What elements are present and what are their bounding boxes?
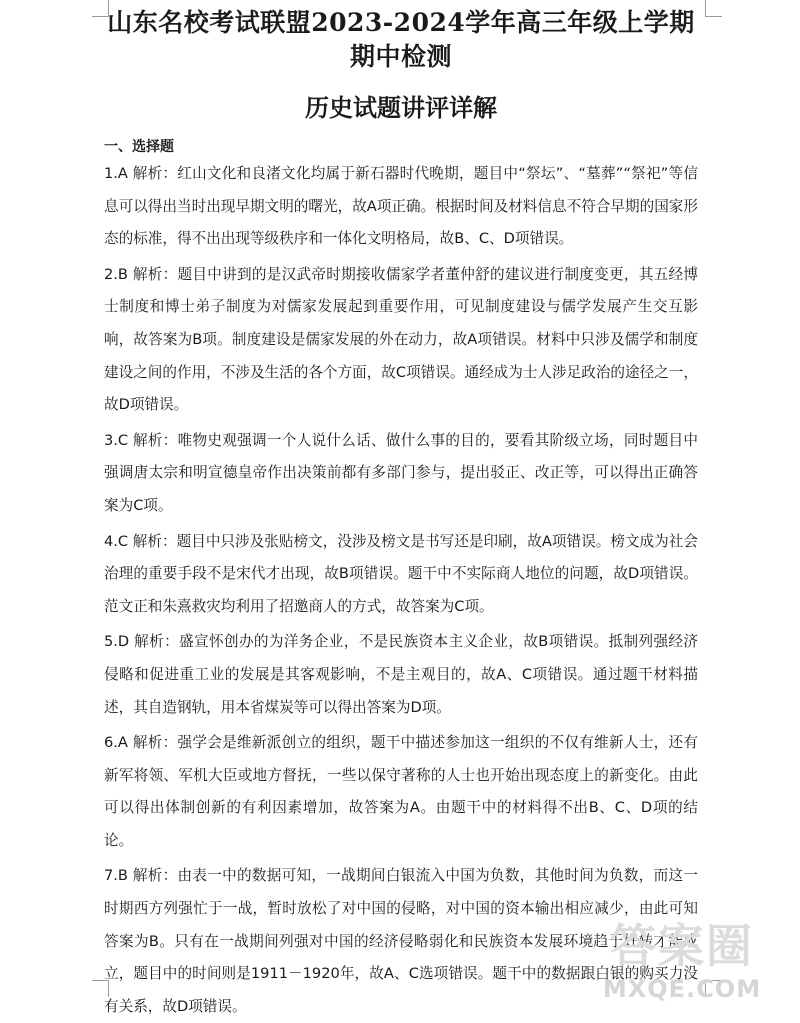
question-2-explanation: 2.B 解析：题目中讲到的是汉武帝时期接收儒家学者董仲舒的建议进行制度变更，其五经博士制度和博士弟子制度为对儒家发展起到重要作用，可见制度建设与儒学发展产生交互影响，故答案为B项。制度建设是儒家发展的外在动力，故A项错误。材料中只涉及儒学和制度建设之间的作用，不涉及生活的各个方面，故C项错误。通经成为士人涉足政治的途径之一，故D项错误。 [104, 265, 698, 414]
question-list [104, 158, 698, 1023]
watermark-domain: MXQE.COM [602, 975, 762, 1003]
page-corner-mark-top-right [705, 0, 722, 17]
question-6-explanation: 6.A 解析：强学会是维新派创立的组织，题干中描述参加这一组织的不仅有维新人士，还有新军将领、军机大臣或地方督抚，一些以保守著称的人士也开始出现态度上的新变化。由此可以得出体制创新的有利因素增加，故答案为A。由题干中的材料得不出B、C、D项的结论。 [104, 734, 698, 849]
section-heading: 一、选择题 [104, 139, 174, 155]
document-subtitle: 历史试题讲评详解 [305, 93, 497, 122]
question-5-explanation: 5.D 解析：盛宣怀创办的为洋务企业，不是民族资本主义企业，故B项错误。抵制列强经济侵略和促进重工业的发展是其客观影响，不是主观目的，故A、C项错误。通过题干材料描述，其自造钢轨，用本省煤炭等可以得出答案为D项。 [104, 633, 698, 716]
document-title: 山东名校考试联盟2023-2024学年高三年级上学期期中检测 [107, 8, 695, 71]
document-page [104, 6, 698, 1023]
site-watermark [582, 918, 782, 1018]
question-1-explanation: 1.A 解析：红山文化和良渚文化均属于新石器时代晚期，题目中“祭坛”、“墓葬”“祭祀”等信息可以得出当时出现早期文明的曙光，故A项正确。根据时间及材料信息不符合早期的国家形态的标准，得不出出现等级秩序和一体化文明格局，故B、C、D项错误。 [104, 165, 698, 248]
question-7-explanation: 7.B 解析：由表一中的数据可知，一战期间白银流入中国为负数，其他时间为负数，而这一时期西方列强忙于一战，暂时放松了对中国的侵略，对中国的资本输出相应减少，由此可知答案为B。只有在一战期间列强对中国的经济侵略弱化和民族资本发展环境趋于好转才能成立，题目中的时间则是1911－1920年，故A、C选项错误。题干中的数据跟白银的购买力没有关系，故D项错误。 [104, 867, 698, 1015]
question-4-explanation: 4.C 解析：题目中只涉及张贴榜文，没涉及榜文是书写还是印刷，故A项错误。榜文成为社会治理的重要手段不是宋代才出现，故B项错误。题干中不实际商人地位的问题，故D项错误。范文正和朱熹救灾均利用了招邀商人的方式，故答案为C项。 [104, 532, 698, 615]
question-3-explanation: 3.C 解析：唯物史观强调一个人说什么话、做什么事的目的，要看其阶级立场，同时题目中强调唐太宗和明宣德皇帝作出决策前都有多部门参与，提出驳正、改正等，可以得出正确答案为C项。 [104, 431, 698, 514]
watermark-logo-text: 答案圈 [610, 919, 754, 973]
